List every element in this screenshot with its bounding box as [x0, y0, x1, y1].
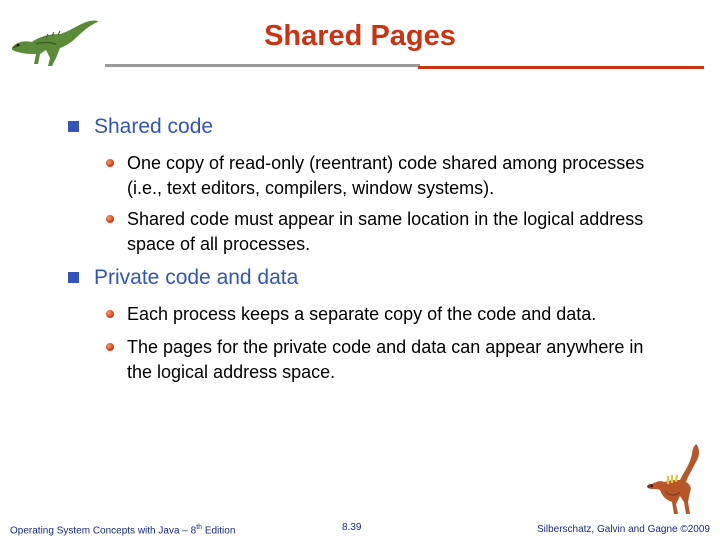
- square-bullet-icon: [68, 121, 79, 132]
- footer-page-number: 8.39: [342, 522, 362, 533]
- list-item: [106, 335, 666, 385]
- slide-title: Shared Pages: [264, 20, 456, 52]
- list-item: [106, 302, 666, 327]
- dinosaur-standing-icon: [640, 440, 712, 520]
- section-heading-private-code: [68, 266, 298, 290]
- round-bullet-icon: [106, 343, 114, 351]
- title-divider-grey: [105, 64, 420, 67]
- round-bullet-icon: [106, 159, 114, 167]
- square-bullet-icon: [68, 272, 79, 283]
- round-bullet-icon: [106, 310, 114, 318]
- round-bullet-icon: [106, 215, 114, 223]
- list-item: [106, 207, 666, 257]
- section-heading-shared-code: [68, 115, 213, 139]
- list-item-text: The pages for the private code and data can appear anywhere in the logical address space.: [127, 337, 644, 382]
- list-item: [106, 151, 666, 201]
- list-item-text: Shared code must appear in same location in the logical address space of all processes.: [127, 209, 644, 254]
- section-heading-text: Private code and data: [94, 266, 299, 289]
- footer-book-title: Operating System Concepts with Java – 8th Edition: [10, 524, 236, 537]
- title-divider-red: [418, 66, 704, 69]
- list-item-text: One copy of read-only (reentrant) code shared among processes (i.e., text editors, compilers, window systems).: [127, 153, 645, 198]
- footer-copyright: Silberschatz, Galvin and Gagne ©2009: [536, 524, 710, 535]
- section-heading-text: Shared code: [94, 115, 214, 138]
- list-item-text: Each process keeps a separate copy of the code and data.: [127, 304, 597, 324]
